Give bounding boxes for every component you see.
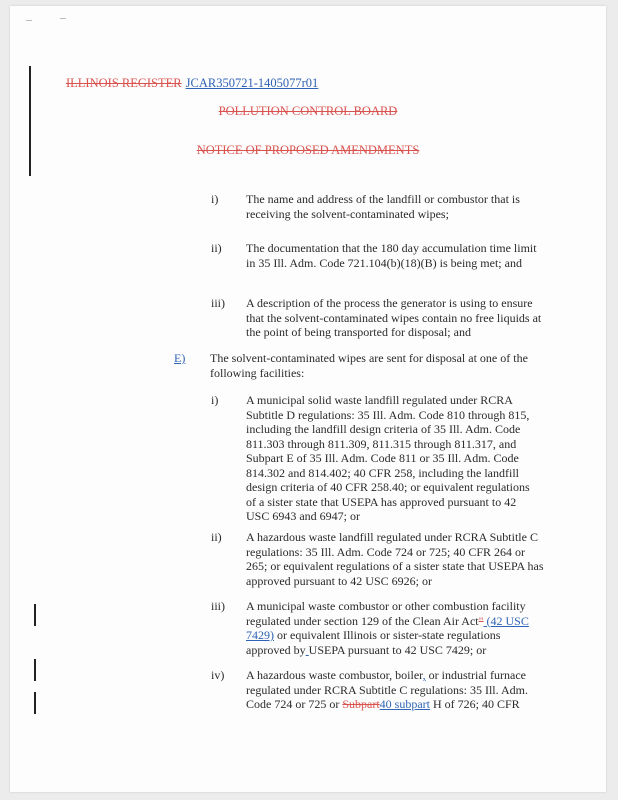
text-run: A hazardous waste combustor, boiler — [246, 668, 423, 682]
facility-text — [246, 599, 566, 657]
change-bar — [29, 66, 31, 176]
inserted-text: , — [422, 668, 426, 682]
register-deleted: ILLINOIS REGISTER — [66, 76, 182, 90]
change-bar — [34, 692, 36, 714]
facility-number: iv) — [211, 668, 225, 682]
section-letter — [174, 351, 185, 366]
change-bar — [34, 659, 36, 681]
facility-text: A municipal solid waste landfill regulated under RCRA Subtitle D regulations: 35 Ill. Adm. Code 810 through 815, including the landfill design criteria of 35 Ill. Adm. Code 811.303 through 811.309, 811.315 through 811.317, and Subpart E of 35 Ill. Adm. Code 811 or 35 Ill. Adm. Code 814.302 and 814.402; 40 CFR 258, including the landfill design criteria of 40 CFR 258.40; or equivalent regulations of a sister state that USEPA has approved pursuant to 42 USC 6943 and 6947; or — [246, 393, 530, 523]
text-run: regulated under section 129 of the Clean Air Act — [246, 613, 479, 628]
item-number: iii) — [211, 296, 225, 310]
inserted-text: 40 subpart — [379, 697, 430, 711]
facility-number: ii) — [211, 530, 222, 544]
facility-text — [246, 668, 566, 712]
text-run: approved by — [246, 642, 306, 657]
inserted-text: (42 USC — [483, 613, 529, 628]
text-run: or industrial furnace — [425, 668, 526, 682]
change-bar — [34, 604, 36, 626]
inserted-text: 7429) — [246, 628, 274, 642]
item-text: The documentation that the 180 day accumulation time limit in 35 Ill. Adm. Code 721.104(b)(18)(B) is being met; and — [246, 241, 537, 270]
text-run: A municipal waste combustor or other combustion facility — [246, 599, 526, 613]
item-number: i) — [211, 192, 219, 206]
section-text: The solvent-contaminated wipes are sent for disposal at one of the following facilities: — [210, 351, 528, 380]
text-run: H of 726; 40 CFR — [430, 697, 520, 711]
document-page — [10, 6, 606, 792]
register-inserted: JCAR350721-1405077r01 — [185, 76, 319, 90]
text-run: Code 724 or 725 or — [246, 697, 343, 711]
text-run: regulated under RCRA Subtitle C regulations: 35 Ill. Adm. — [246, 682, 528, 697]
board-header — [10, 104, 606, 119]
deleted-text: Subpart — [342, 697, 380, 711]
section-letter-value: E) — [174, 351, 186, 365]
notice-header — [10, 143, 606, 158]
item-text: The name and address of the landfill or combustor that is receiving the solvent-contaminated wipes; — [246, 192, 520, 221]
register-header — [66, 76, 318, 91]
deleted-text: " — [478, 613, 484, 628]
scan-mark — [26, 20, 32, 21]
item-text: A description of the process the generator is using to ensure that the solvent-contaminated wipes contain no free liquids at the point of being transported for disposal; and — [246, 296, 542, 339]
text-run: USEPA pursuant to 42 USC 7429; or — [308, 642, 487, 657]
text-run: or equivalent Illinois or sister-state regulations — [274, 628, 501, 642]
scan-mark — [60, 18, 66, 19]
item-number: ii) — [211, 241, 222, 255]
notice-deleted: NOTICE OF PROPOSED AMENDMENTS — [196, 143, 420, 157]
board-deleted: POLLUTION CONTROL BOARD — [218, 104, 398, 118]
facility-number: iii) — [211, 599, 225, 613]
facility-number: i) — [211, 393, 219, 407]
facility-text: A hazardous waste landfill regulated under RCRA Subtitle C regulations: 35 Ill. Adm. Code 724 or 725; 40 CFR 264 or 265; or equivalent regulations of a sister state that USEPA has approved pursuant to 42 USC 6926; or — [246, 530, 544, 588]
